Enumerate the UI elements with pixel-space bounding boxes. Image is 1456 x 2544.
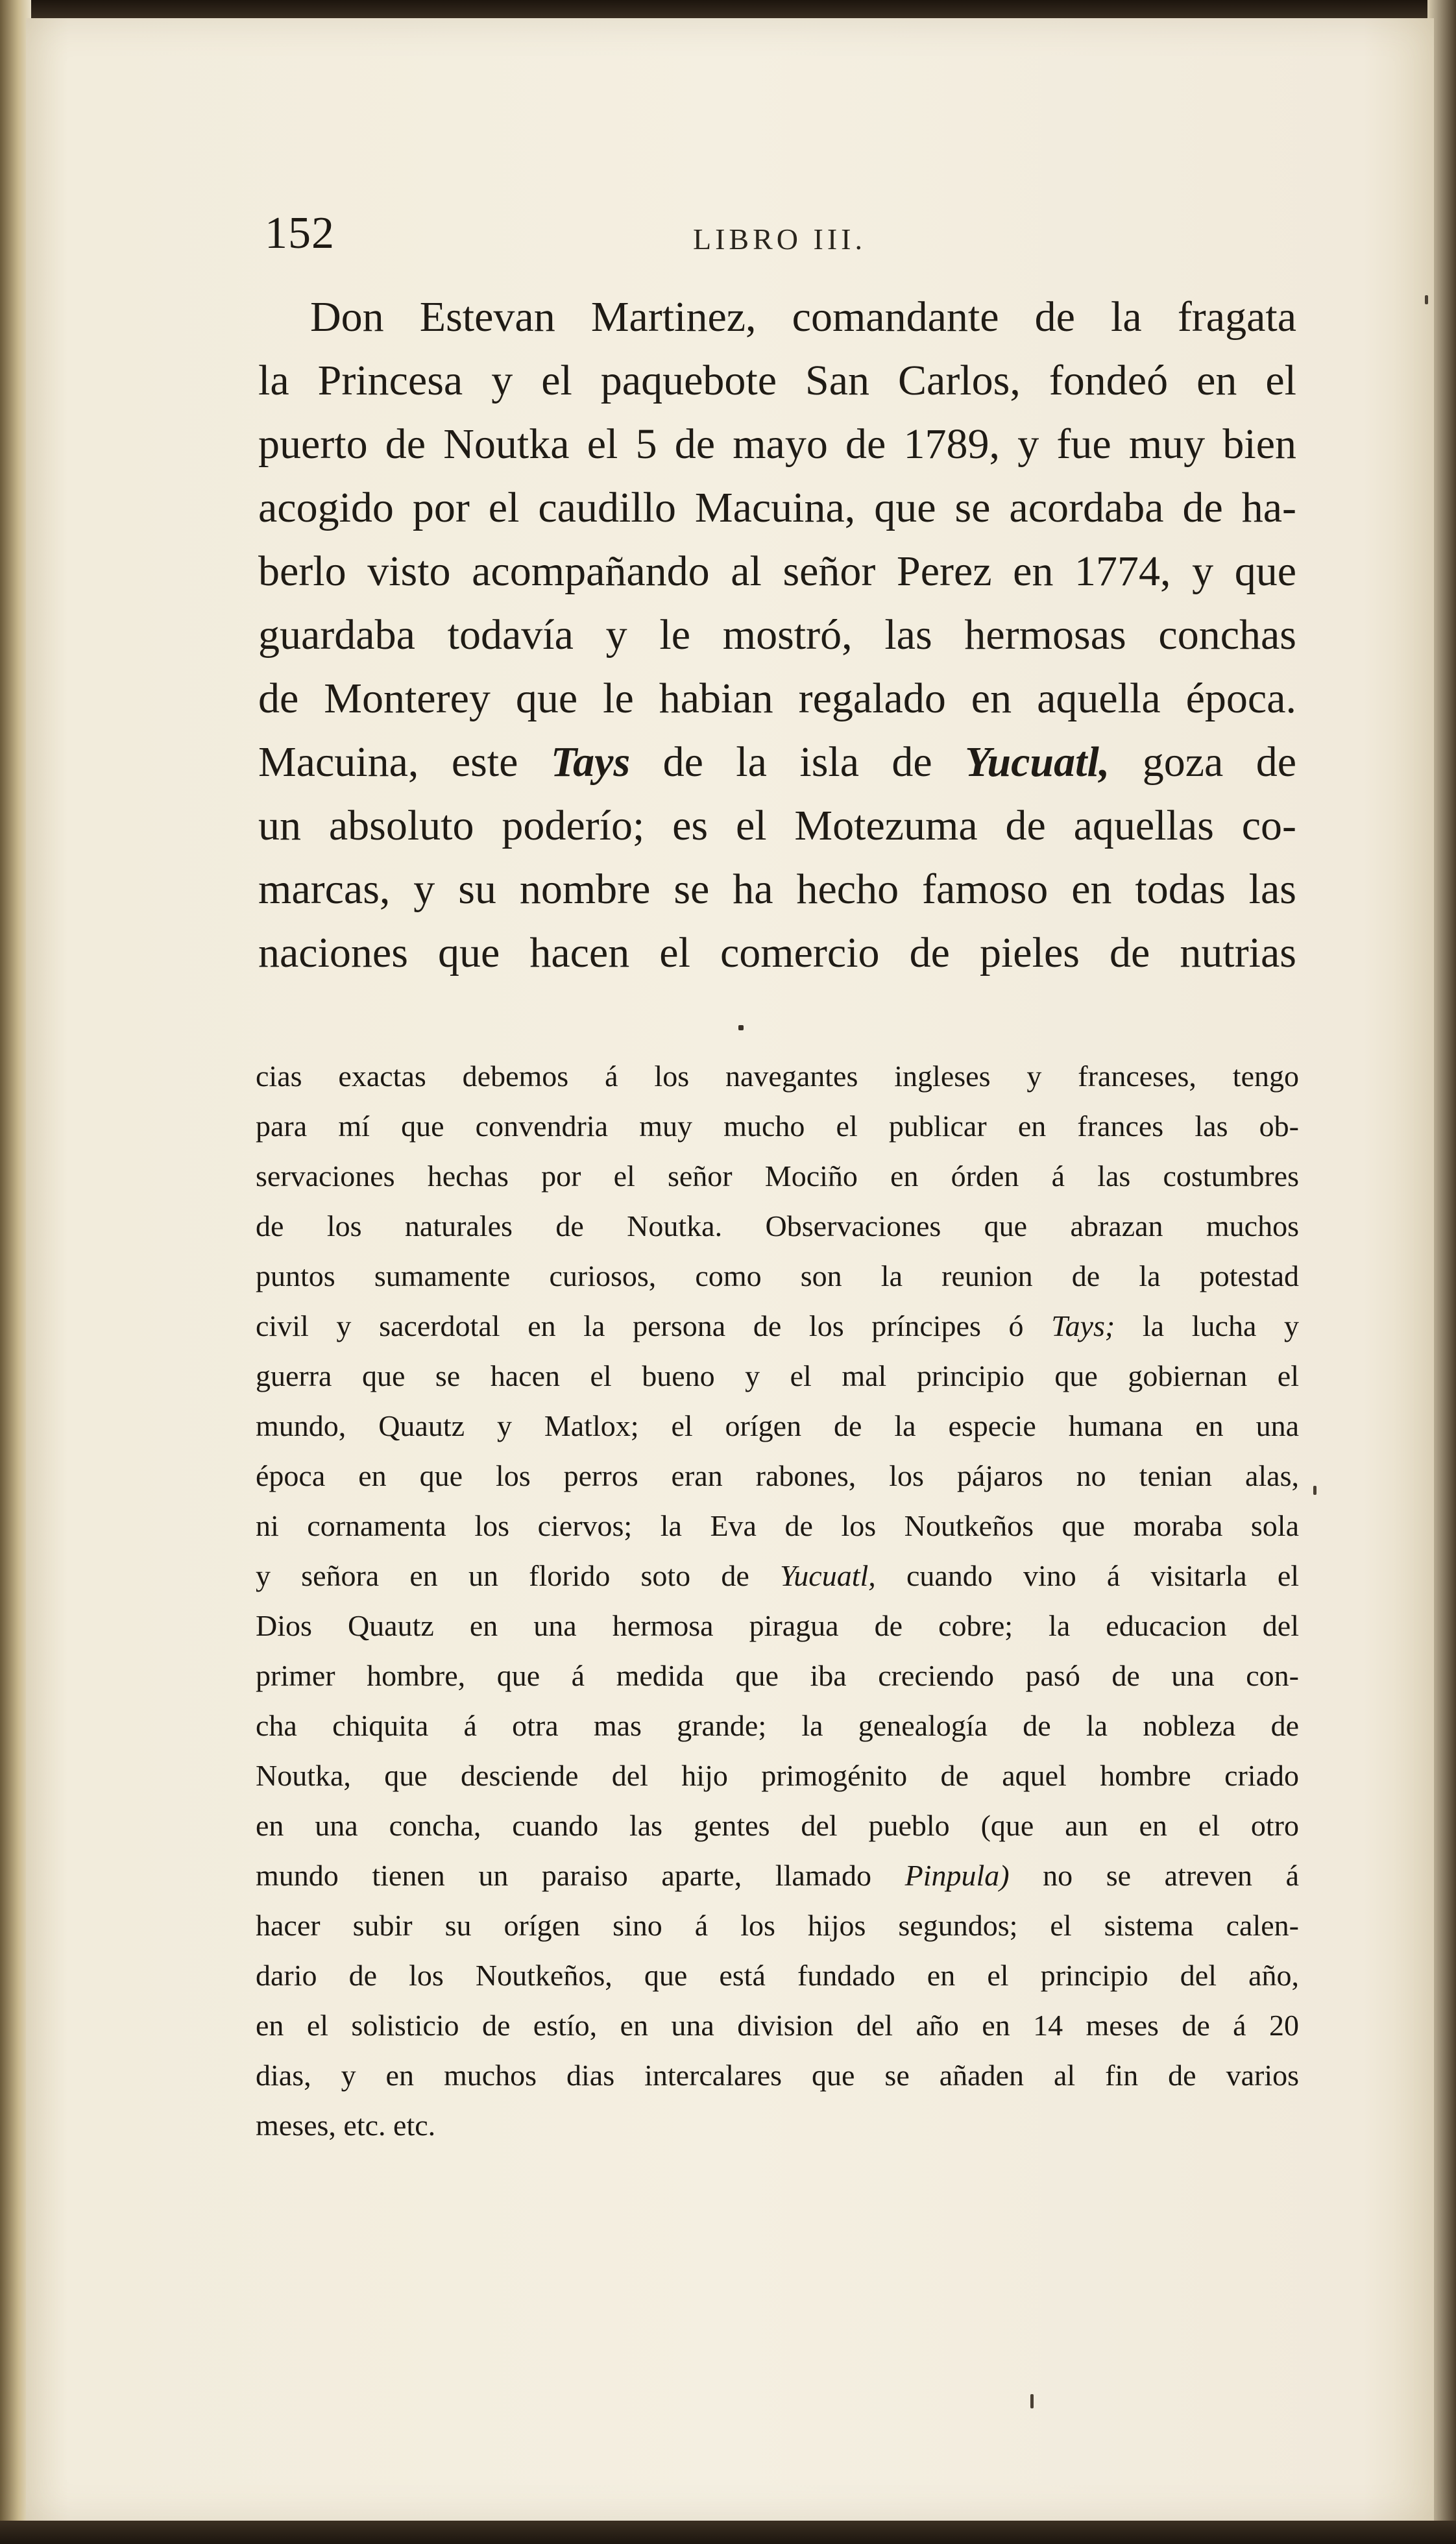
footnote-fragment: y señora en un florido soto de: [256, 1559, 749, 1592]
footnote-line: dias, y en muchos dias intercalares que se añaden al fin de varios: [256, 2059, 1299, 2092]
main-text-line: [258, 731, 1296, 794]
main-text-fragment: Macuina, este: [258, 738, 518, 786]
page-header: [265, 208, 1335, 273]
italic-term: Yucuatl,: [779, 1559, 876, 1592]
footnote-line: meses, etc. etc.: [256, 2109, 436, 2142]
book-bottom-edge: [0, 2521, 1456, 2544]
footnote-fragment: mundo tienen un paraiso aparte, llamado: [256, 1859, 871, 1892]
footnote-line: época en que los perros eran rabones, los pájaros no tenian alas,: [256, 1459, 1299, 1492]
main-text-block: [258, 285, 1296, 985]
paper-speck: [1030, 2394, 1034, 2408]
main-text-line: naciones que hacen el comercio de pieles de nutrias: [258, 929, 1296, 976]
footnote-line: Dios Quautz en una hermosa piragua de cobre; la educacion del: [256, 1609, 1299, 1642]
main-text-line: acogido por el caudillo Macuina, que se acordaba de ha-: [258, 484, 1296, 531]
main-text-line: Don Estevan Martinez, comandante de la fragata: [310, 293, 1296, 341]
footnote-line: dario de los Noutkeños, que está fundado en el principio del año,: [256, 1959, 1299, 1992]
main-text-line: marcas, y su nombre se ha hecho famoso en todas las: [258, 866, 1296, 913]
footnote-line: en una concha, cuando las gentes del pueblo (que aun en el otro: [256, 1809, 1299, 1842]
paper-speck: [1425, 295, 1428, 304]
footnote-line: guerra que se hacen el bueno y el mal principio que gobiernan el: [256, 1359, 1299, 1392]
main-text-line: berlo visto acompañando al señor Perez en 1774, y que: [258, 548, 1296, 595]
italic-term: Tays;: [1051, 1309, 1115, 1342]
footnote-line: servaciones hechas por el señor Mociño en órden á las costumbres: [256, 1159, 1299, 1193]
main-text-line: puerto de Noutka el 5 de mayo de 1789, y fue muy bien: [258, 420, 1296, 468]
italic-term: Pinpula): [904, 1859, 1010, 1892]
footnote-line: cias exactas debemos á los navegantes ingleses y franceses, tengo: [256, 1060, 1299, 1093]
main-text-fragment: de la isla de: [662, 738, 932, 786]
footnote-line: [256, 1850, 1299, 1900]
footnote-line: primer hombre, que á medida que iba creciendo pasó de una con-: [256, 1659, 1299, 1692]
footnote-line: Noutka, que desciende del hijo primogénito de aquel hombre criado: [256, 1759, 1299, 1792]
page-number: 152: [265, 208, 335, 258]
main-text-line: la Princesa y el paquebote San Carlos, fondeó en el: [258, 357, 1296, 404]
footnote-fragment: la lucha y: [1142, 1309, 1300, 1342]
footnote-block: [256, 1051, 1299, 2150]
main-text-line: de Monterey que le habian regalado en aquella época.: [258, 675, 1296, 722]
footnote-line: ni cornamenta los ciervos; la Eva de los Noutkeños que moraba sola: [256, 1509, 1299, 1542]
footnote-fragment: no se atreven á: [1043, 1859, 1300, 1892]
footnote-line: de los naturales de Noutka. Observaciones que abrazan muchos: [256, 1209, 1299, 1242]
main-text-line: guardaba todavía y le mostró, las hermosas conchas: [258, 611, 1296, 659]
footnote-line: en el solisticio de estío, en una division del año en 14 meses de á 20: [256, 2009, 1299, 2042]
footnote-line: [256, 1301, 1299, 1351]
paper-speck: [1313, 1486, 1316, 1495]
footnote-fragment: cuando vino á visitarla el: [906, 1559, 1300, 1592]
italic-term: Yucuatl,: [965, 738, 1110, 786]
book-top-edge: [0, 0, 1456, 19]
italic-term: Tays: [550, 738, 631, 786]
footnote-line: puntos sumamente curiosos, como son la reunion de la potestad: [256, 1259, 1299, 1292]
main-text-fragment: goza de: [1142, 738, 1297, 786]
footnote-line: mundo, Quautz y Matlox; el orígen de la especie humana en una: [256, 1409, 1299, 1442]
footnote-line: hacer subir su orígen sino á los hijos segundos; el sistema calen-: [256, 1909, 1299, 1942]
main-text-line: un absoluto poderío; es el Motezuma de aquellas co-: [258, 802, 1296, 849]
footnote-line: [256, 1551, 1299, 1601]
divider-mark: [738, 1025, 744, 1030]
footnote-line: para mí que convendria muy mucho el publicar en frances las ob-: [256, 1109, 1299, 1143]
running-head: LIBRO III.: [693, 223, 866, 256]
footnote-fragment: civil y sacerdotal en la persona de los príncipes ó: [256, 1309, 1024, 1342]
footnote-line: cha chiquita á otra mas grande; la genealogía de la nobleza de: [256, 1709, 1299, 1742]
